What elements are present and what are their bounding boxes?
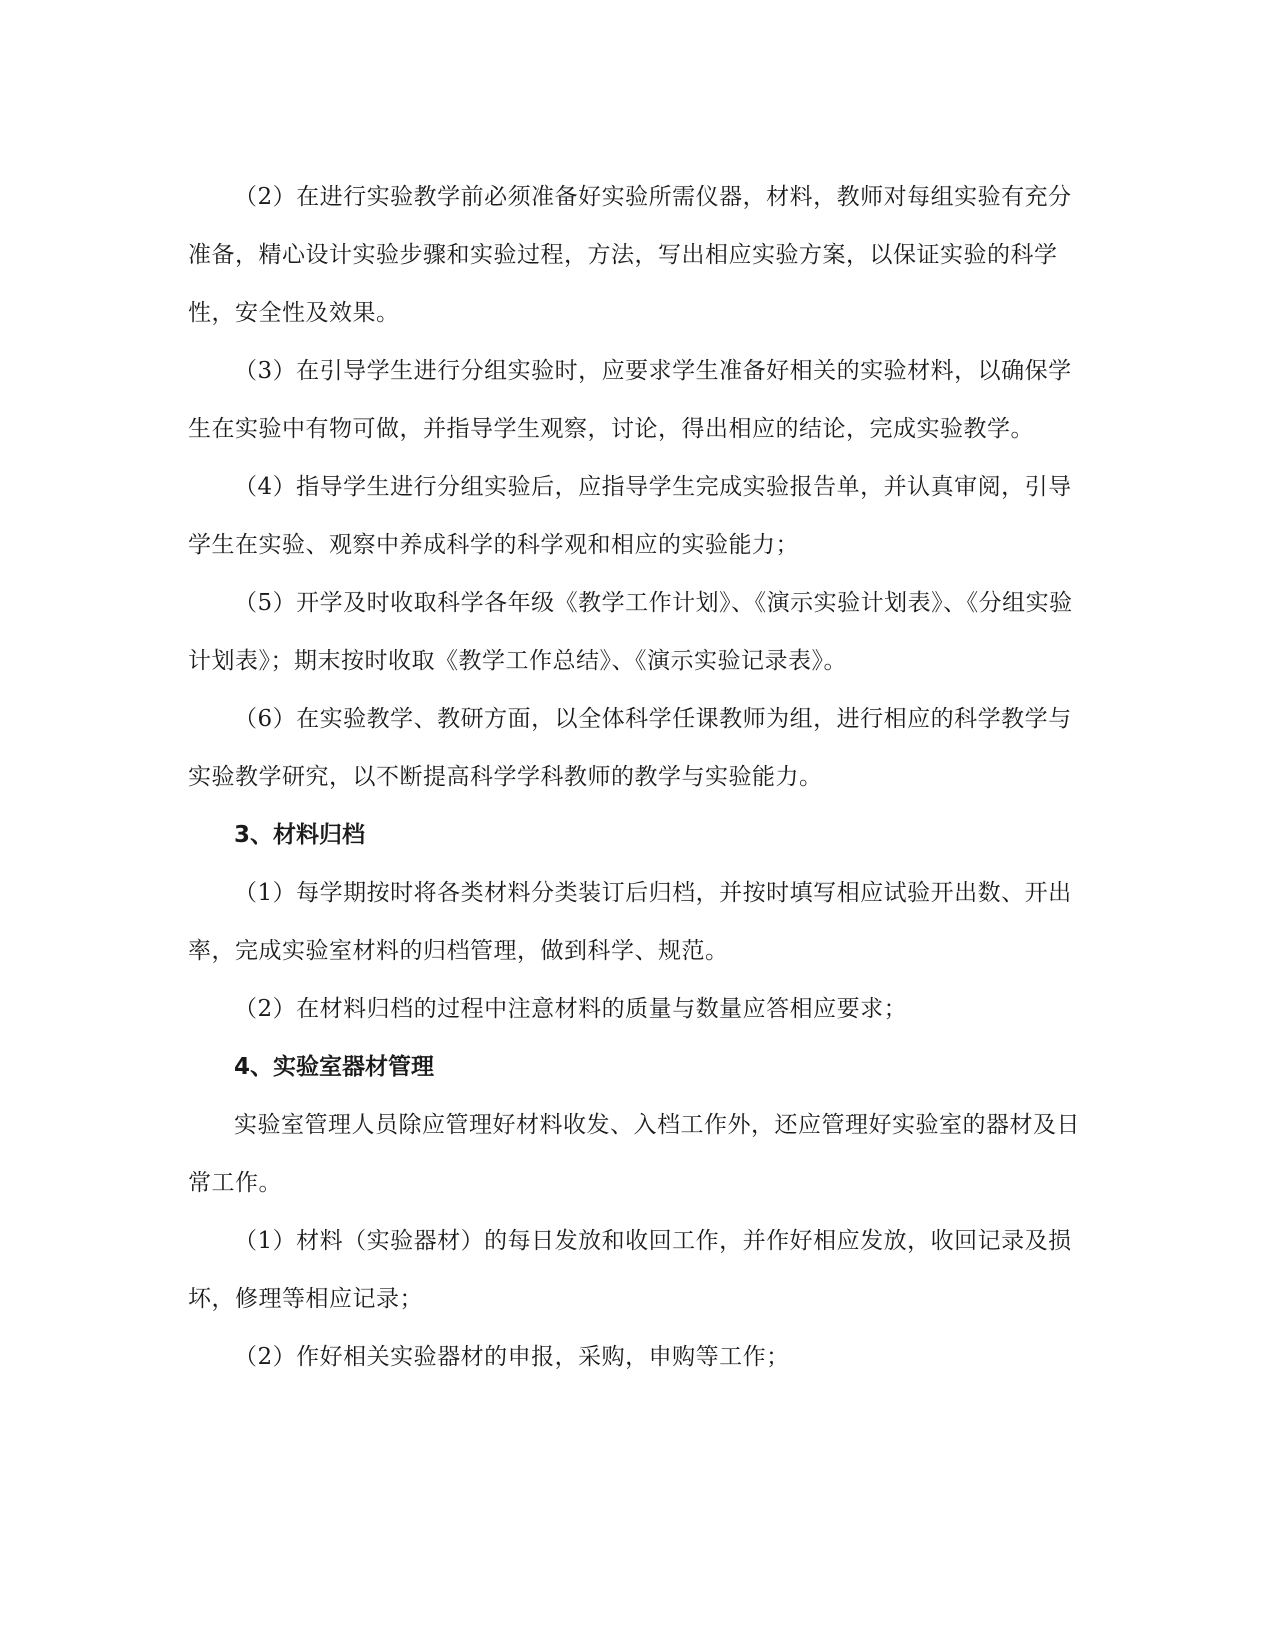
paragraph-archive-item-2: （2）在材料归档的过程中注意材料的质量与数量应答相应要求； xyxy=(234,996,908,1022)
paragraph-item-5-plans-collection: （5）开学及时收取科学各年级《教学工作计划》、《演示实验计划表》、《分组实验计划表》；期末按时收取《教学工作总结》、《演示实验记录表》。 xyxy=(188,590,1073,674)
section-heading-lab-equipment-management: 4、实验室器材管理 xyxy=(234,1054,435,1080)
paragraph-item-6-teaching-research: （6）在实验教学、教研方面，以全体科学任课教师为组，进行相应的科学教学与实验教学研究，以不断提高科学学科教师的教学与实验能力。 xyxy=(188,706,1072,790)
paragraph-archive-item-1: （1）每学期按时将各类材料分类装订后归档，并按时填写相应试验开出数、开出率，完成实验室材料的归档管理，做到科学、规范。 xyxy=(188,880,1072,964)
document-body xyxy=(188,168,1088,1386)
paragraph-item-3-group-experiment: （3）在引导学生进行分组实验时，应要求学生准备好相关的实验材料，以确保学生在实验中有物可做，并指导学生观察，讨论，得出相应的结论，完成实验教学。 xyxy=(188,358,1072,442)
paragraph-equipment-item-2: （2）作好相关实验器材的申报，采购，申购等工作； xyxy=(234,1344,790,1370)
paragraph-item-4-experiment-report: （4）指导学生进行分组实验后，应指导学生完成实验报告单，并认真审阅，引导学生在实验、观察中养成科学的科学观和相应的实验能力； xyxy=(188,474,1072,558)
paragraph-equipment-intro: 实验室管理人员除应管理好材料收发、入档工作外，还应管理好实验室的器材及日常工作。 xyxy=(188,1112,1080,1196)
paragraph-item-2-preparation: （2）在进行实验教学前必须准备好实验所需仪器，材料，教师对每组实验有充分准备，精心设计实验步骤和实验过程，方法，写出相应实验方案，以保证实验的科学性，安全性及效果。 xyxy=(188,184,1072,326)
paragraph-equipment-item-1: （1）材料（实验器材）的每日发放和收回工作，并作好相应发放，收回记录及损坏，修理等相应记录； xyxy=(188,1228,1072,1312)
section-heading-material-archiving: 3、材料归档 xyxy=(234,822,366,848)
